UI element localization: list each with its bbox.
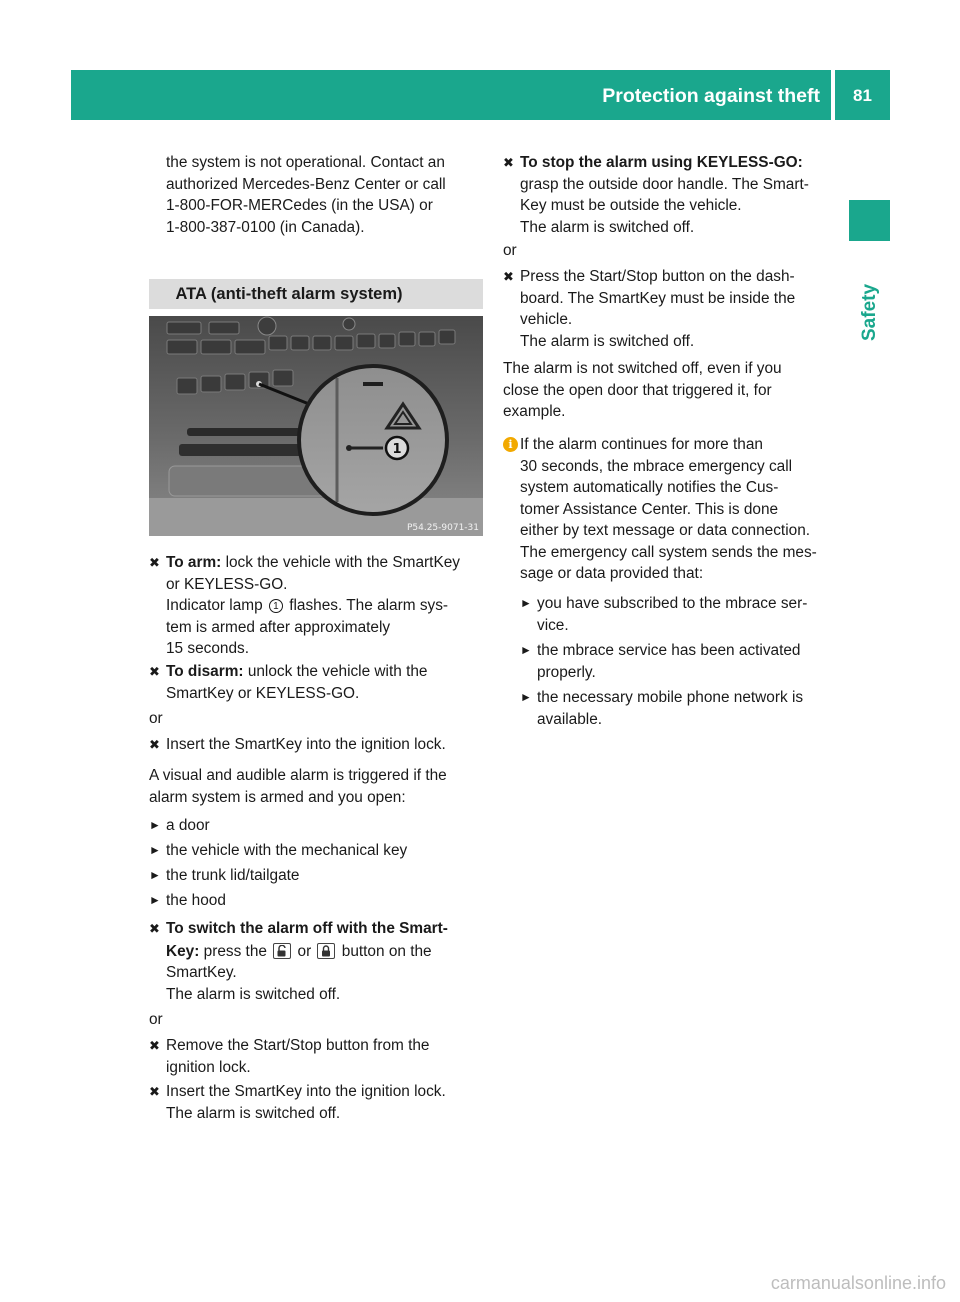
page-header-title: Protection against theft — [602, 85, 820, 107]
page-number: 81 — [853, 86, 872, 105]
instruction-to-disarm: ✖ To disarm: unlock the vehicle with the — [149, 661, 483, 683]
intro-line: 1-800-387-0100 (in Canada). — [166, 218, 365, 236]
bullet-icon: ► — [149, 893, 161, 907]
instruction-arrow-icon: ✖ — [149, 737, 160, 752]
or-separator: or — [503, 242, 517, 259]
section-tab-marker — [849, 200, 890, 241]
info-note: i If the alarm continues for more than — [503, 434, 841, 456]
unlock-icon — [273, 943, 291, 959]
or-separator: or — [149, 710, 163, 727]
list-item: ► you have subscribed to the mbrace ser- — [503, 593, 841, 615]
list-item: ► the trunk lid/tailgate — [149, 865, 483, 887]
section-tab-label: Safety — [859, 283, 880, 341]
list-item: ► the necessary mobile phone network is — [503, 687, 841, 709]
instruction-arrow-icon: ✖ — [149, 664, 160, 679]
dashboard-illustration — [149, 316, 483, 536]
instruction-insert-key: ✖ Insert the SmartKey into the ignition lock. — [149, 734, 483, 756]
indicator-lamp-callout: 1 — [269, 599, 283, 613]
instruction-arrow-icon: ✖ — [149, 1038, 160, 1053]
intro-line: 1-800-FOR-MERCedes (in the USA) or — [166, 197, 433, 214]
or-separator: or — [149, 1011, 163, 1028]
bullet-icon: ► — [520, 596, 532, 610]
list-item: ► the vehicle with the mechanical key — [149, 840, 483, 862]
bullet-icon: ► — [149, 843, 161, 857]
instruction-arrow-icon: ✖ — [149, 921, 160, 936]
figure-code: P54.25-9071-31 — [406, 523, 479, 533]
dashboard-figure — [149, 316, 483, 536]
instruction-arrow-icon: ✖ — [503, 155, 514, 170]
list-item: ► a door — [149, 815, 483, 837]
footer-watermark: carmanualsonline.info — [770, 1273, 946, 1293]
section-heading: ATA (anti-theft alarm system) — [149, 279, 483, 309]
bullet-icon: ► — [149, 818, 161, 832]
instruction-arrow-icon: ✖ — [149, 1084, 160, 1099]
intro-line: the system is not operational. Contact an — [166, 154, 445, 171]
instruction-arrow-icon: ✖ — [149, 555, 160, 570]
bullet-icon: ► — [520, 690, 532, 704]
instruction-insert-key: ✖ Insert the SmartKey into the ignition lock. — [149, 1081, 483, 1103]
instruction-arrow-icon: ✖ — [503, 269, 514, 284]
list-item: ► the hood — [149, 890, 483, 912]
lock-icon — [317, 943, 335, 959]
bullet-icon: ► — [149, 868, 161, 882]
list-item: ► the mbrace service has been activated — [503, 640, 841, 662]
instruction-switch-off: ✖ To switch the alarm off with the Smart- — [149, 918, 483, 940]
info-icon: i — [503, 437, 518, 452]
intro-line: authorized Mercedes-Benz Center or call — [166, 175, 446, 193]
instruction-press-start-stop: ✖ Press the Start/Stop button on the dash- — [503, 266, 841, 288]
figure-callout-number: 1 — [392, 442, 402, 457]
instruction-keyless-go: ✖ To stop the alarm using KEYLESS-GO: — [503, 152, 841, 174]
instruction-remove-button: ✖ Remove the Start/Stop button from the — [149, 1035, 483, 1057]
bullet-icon: ► — [520, 643, 532, 657]
instruction-to-arm: ✖ To arm: lock the vehicle with the SmartKey — [149, 552, 483, 574]
